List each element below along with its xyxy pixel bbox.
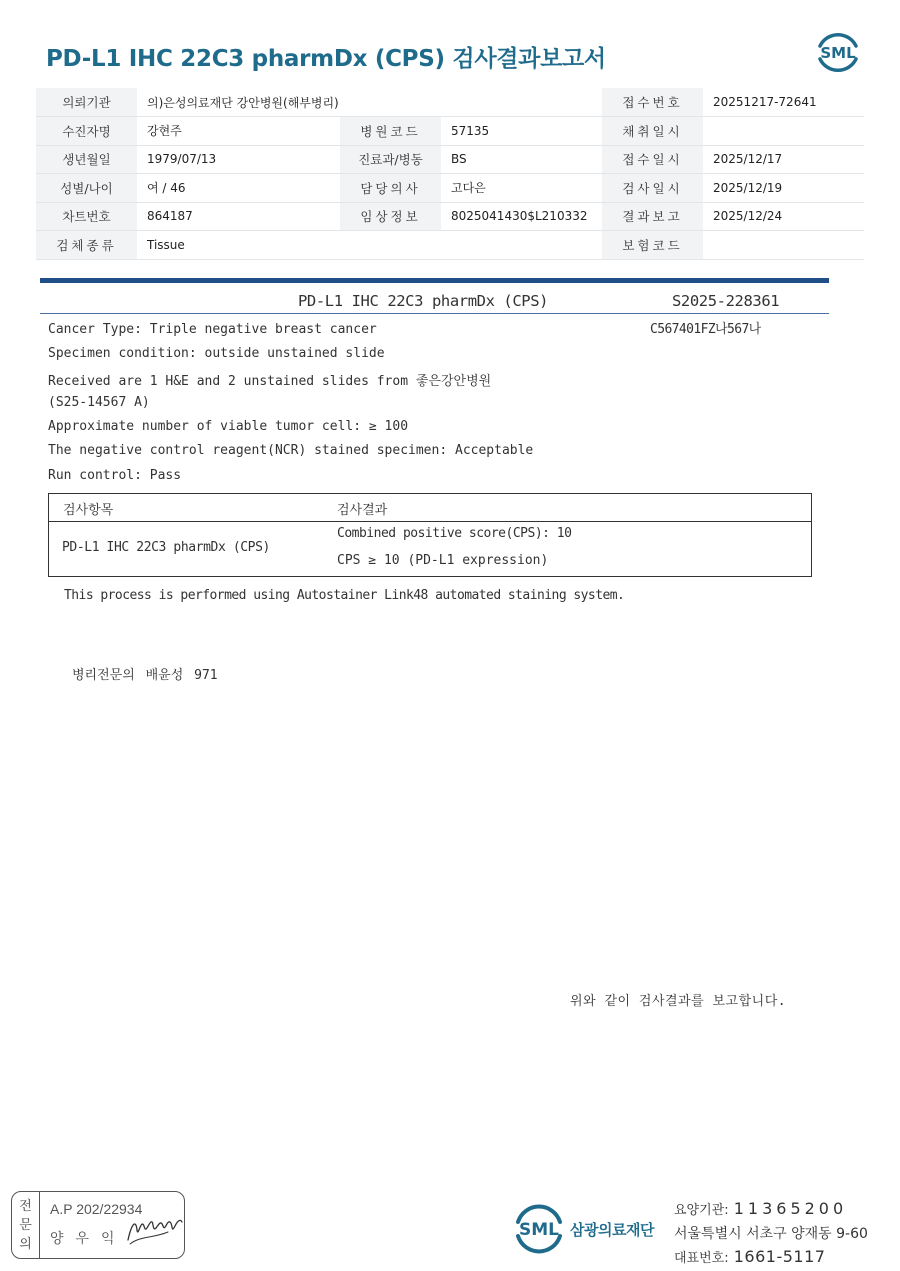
- info-row: [36, 88, 864, 117]
- footer-info: [674, 1198, 868, 1270]
- results-cps-interpretation: CPS ≥ 10 (PD-L1 expression): [337, 553, 549, 568]
- report-line-cancer-type: Cancer Type: Triple negative breast cancer: [48, 322, 377, 337]
- institution-value: 의)은성의료재단 강안병원(해부병리): [137, 88, 602, 117]
- info-row: [36, 231, 864, 260]
- insurance-value: [703, 231, 864, 260]
- patient-info-table: [36, 88, 864, 260]
- results-header-divider: [49, 521, 811, 522]
- report-title: PD-L1 IHC 22C3 pharmDx (CPS) 검사결과보고서: [46, 46, 606, 72]
- hospital-code-value: 57135: [441, 117, 602, 146]
- report-line-specimen-condition: Specimen condition: outside unstained slide: [48, 346, 385, 361]
- logo-text: SML: [820, 44, 856, 62]
- exam-date-value: 2025/12/19: [703, 174, 864, 203]
- pathologist-signature-line: [72, 664, 218, 683]
- logo-text: SML: [519, 1220, 559, 1240]
- chart-no-value: 864187: [137, 202, 340, 231]
- section-divider-bar: [40, 278, 829, 283]
- hospital-code-label: 병원코드: [340, 117, 441, 146]
- results-header-item: 검사항목: [63, 503, 114, 518]
- report-line-block-id: (S25-14567 A): [48, 395, 150, 410]
- care-no-value: 11365200: [733, 1199, 848, 1218]
- info-row: [36, 174, 864, 203]
- signer-title: 병리전문의: [72, 668, 135, 683]
- chart-no-label: 차트번호: [36, 202, 137, 231]
- phone-label: 대표번호:: [674, 1251, 729, 1266]
- address: 서울특별시 서초구 양재동 9-60: [674, 1226, 868, 1242]
- header-underline: [40, 313, 829, 314]
- sml-logo-icon: [812, 28, 864, 76]
- sex-age-label: 성별/나이: [36, 174, 137, 203]
- sml-foundation-logo-icon: [510, 1200, 568, 1256]
- closing-statement: 위와 같이 검사결과를 보고합니다.: [570, 994, 787, 1009]
- report-line-run-control: Run control: Pass: [48, 468, 182, 483]
- stamp-name: 양우익: [50, 1231, 127, 1247]
- phone-value: 1661-5117: [733, 1247, 826, 1266]
- report-date-label: 결과보고: [602, 202, 703, 231]
- doctor-label: 담당의사: [340, 174, 441, 203]
- doctor-value: 고다은: [441, 174, 602, 203]
- receipt-date-label: 접수일시: [602, 145, 703, 174]
- collection-date-value: [703, 117, 864, 146]
- receipt-date-value: 2025/12/17: [703, 145, 864, 174]
- dept-value: BS: [441, 145, 602, 174]
- results-cps-score: Combined positive score(CPS): 10: [337, 526, 572, 541]
- process-note: This process is performed using Autostainer Link48 automated staining system.: [64, 588, 625, 603]
- stamp-label-column: [12, 1192, 40, 1258]
- specimen-value: Tissue: [137, 231, 602, 260]
- receipt-no-label: 접수번호: [602, 88, 703, 117]
- name-label: 수진자명: [36, 117, 137, 146]
- report-line-received: Received are 1 H&E and 2 unstained slides from 좋은강안병원: [48, 374, 492, 389]
- receipt-no-value: 20251217-72641: [703, 88, 864, 117]
- report-line-ncr: The negative control reagent(NCR) stained specimen: Acceptable: [48, 443, 534, 458]
- footer-address: [674, 1222, 868, 1246]
- collection-date-label: 채취일시: [602, 117, 703, 146]
- report-test-title: PD-L1 IHC 22C3 pharmDx (CPS): [298, 292, 549, 310]
- stamp-license: A.P 202/22934: [50, 1201, 143, 1217]
- info-row: [36, 202, 864, 231]
- results-item: PD-L1 IHC 22C3 pharmDx (CPS): [62, 540, 270, 555]
- report-code: C567401FZ나567나: [650, 322, 761, 337]
- results-header-result: 검사결과: [337, 503, 388, 518]
- stamp-label-char: 문: [19, 1217, 32, 1233]
- dept-label: 진료과/병동: [340, 145, 441, 174]
- footer-care-number: [674, 1198, 868, 1222]
- institution-label: 의뢰기관: [36, 88, 137, 117]
- footer-phone: [674, 1246, 868, 1270]
- signer-name: 배윤성: [145, 668, 184, 683]
- exam-date-label: 검사일시: [602, 174, 703, 203]
- insurance-label: 보험코드: [602, 231, 703, 260]
- report-date-value: 2025/12/24: [703, 202, 864, 231]
- organization-name: 삼광의료재단: [570, 1221, 654, 1239]
- handwritten-signature-icon: [124, 1210, 186, 1250]
- stamp-label-char: 의: [19, 1236, 32, 1252]
- stamp-label-char: 전: [19, 1198, 32, 1214]
- results-table: [48, 493, 812, 577]
- clinical-label: 임상정보: [340, 202, 441, 231]
- name-value: 강현주: [137, 117, 340, 146]
- clinical-value: 8025041430$L210332: [441, 202, 602, 231]
- pathologist-stamp: [11, 1191, 185, 1259]
- birth-label: 생년월일: [36, 145, 137, 174]
- specimen-label: 검체종류: [36, 231, 137, 260]
- specimen-number: S2025-228361: [672, 292, 780, 310]
- care-no-label: 요양기관:: [674, 1203, 729, 1218]
- report-line-tumor-cells: Approximate number of viable tumor cell: ≥ 100: [48, 419, 409, 434]
- info-row: [36, 117, 864, 146]
- birth-value: 1979/07/13: [137, 145, 340, 174]
- sex-age-value: 여 / 46: [137, 174, 340, 203]
- signer-number: 971: [194, 668, 218, 683]
- info-row: [36, 145, 864, 174]
